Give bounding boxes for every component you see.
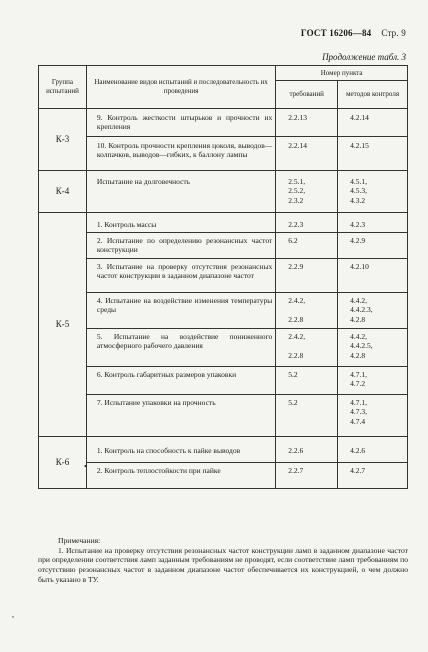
group-cell: К-6 (39, 437, 87, 489)
requirement-ref-cell: 5.2 (276, 395, 338, 437)
test-name-cell: 6. Контроль габаритных размеров упаковки (86, 367, 275, 395)
standard-number: ГОСТ 16206—84 (300, 28, 372, 38)
table-row (39, 109, 408, 137)
method-ref-cell: 4.2.9 (338, 233, 408, 259)
table-row (39, 259, 408, 293)
requirement-ref-cell: 2.5.1, 2.5.2, 2.3.2 (276, 171, 338, 213)
column-header-requirements: требований (276, 81, 338, 109)
table-row (39, 137, 408, 171)
note-item: 1. Испытание на проверку отсутствия резонансных частот конструкции ламп в заданном диапазоне частот при определении соответствия ламп заданным требованиям не проводят, если соответствие ламп требованиям по отсутствию резонансных частот в заданном диапазоне частот обеспечивается их конструкцией, о чем должно быть указано в ТУ. (38, 545, 408, 584)
test-name-cell: 3. Испытание на проверку отсутствия резонансных частот конструкции в заданном диапазоне частот (86, 259, 275, 293)
method-ref-cell: 4.7.1, 4.7.3, 4.7.4 (338, 395, 408, 437)
test-name-cell: 9. Контроль жесткости штырьков и прочности их крепления (86, 109, 275, 137)
method-ref-cell: 4.2.15 (338, 137, 408, 171)
requirement-ref-cell: 2.2.13 (276, 109, 338, 137)
method-ref-cell: 4.2.6 (338, 437, 408, 463)
tests-table (38, 65, 408, 489)
table-row (39, 233, 408, 259)
requirement-ref-cell: 2.2.6 (276, 437, 338, 463)
method-ref-cell: 4.4.2, 4.4.2.3, 4.2.8 (338, 293, 408, 329)
table-row (39, 367, 408, 395)
requirement-ref-cell: 2.2.14 (276, 137, 338, 171)
test-name-cell: 10. Контроль прочности крепления цоколя, выводов—колпачков, выводов—гибких, к баллону лампы (86, 137, 275, 171)
table-row (39, 437, 408, 463)
table-row (39, 329, 408, 367)
table-continuation-caption: Продолжение табл. 3 (322, 52, 406, 62)
table-row (39, 213, 408, 233)
column-header-group: Группа испытаний (39, 66, 87, 109)
method-ref-cell: 4.2.7 (338, 463, 408, 489)
stray-mark: , (12, 610, 14, 619)
method-ref-cell: 4.4.2, 4.4.2.5, 4.2.8 (338, 329, 408, 367)
table-row (39, 171, 408, 213)
method-ref-cell: 4.2.3 (338, 213, 408, 233)
test-name-cell: 7. Испытание упаковки на прочность (86, 395, 275, 437)
requirement-ref-cell: 5.2 (276, 367, 338, 395)
page-header (301, 28, 406, 38)
requirement-ref-cell: 2.2.3 (276, 213, 338, 233)
stray-mark: • (84, 462, 87, 471)
test-name-cell: 2. Контроль теплостойкости при пайке (86, 463, 275, 489)
test-name-cell: 4. Испытание на воздействие изменения температуры среды (86, 293, 275, 329)
test-name-cell: 1. Контроль массы (86, 213, 275, 233)
test-name-cell: 1. Контроль на способность к пайке выводов (86, 437, 275, 463)
requirement-ref-cell: 2.2.9 (276, 259, 338, 293)
table-row (39, 463, 408, 489)
test-name-cell: 2. Испытание по определению резонансных частот конструкции (86, 233, 275, 259)
requirement-ref-cell: 6.2 (276, 233, 338, 259)
method-ref-cell: 4.2.14 (338, 109, 408, 137)
requirement-ref-cell: 2.4.2, 2.2.8 (276, 329, 338, 367)
requirement-ref-cell: 2.4.2, 2.2.8 (276, 293, 338, 329)
method-ref-cell: 4.2.10 (338, 259, 408, 293)
page-number: Стр. 9 (381, 28, 406, 38)
test-name-cell: 5. Испытание на воздействие пониженного атмосферного рабочего давления (86, 329, 275, 367)
column-header-item: Номер пункта (276, 66, 408, 81)
notes-title: Примечания: (58, 536, 101, 545)
method-ref-cell: 4.5.1, 4.5.3, 4.3.2 (338, 171, 408, 213)
test-name-cell: Испытание на долговечность (86, 171, 275, 213)
group-cell: К-3 (39, 109, 87, 171)
group-cell: К-4 (39, 171, 87, 213)
group-cell: К-5 (39, 213, 87, 437)
notes-section (38, 536, 408, 585)
table-row (39, 293, 408, 329)
column-header-methods: методов контроля (338, 81, 408, 109)
method-ref-cell: 4.7.1, 4.7.2 (338, 367, 408, 395)
requirement-ref-cell: 2.2.7 (276, 463, 338, 489)
column-header-name: Наименование видов испытаний и последовательность их проведения (86, 66, 275, 109)
table-row (39, 395, 408, 437)
